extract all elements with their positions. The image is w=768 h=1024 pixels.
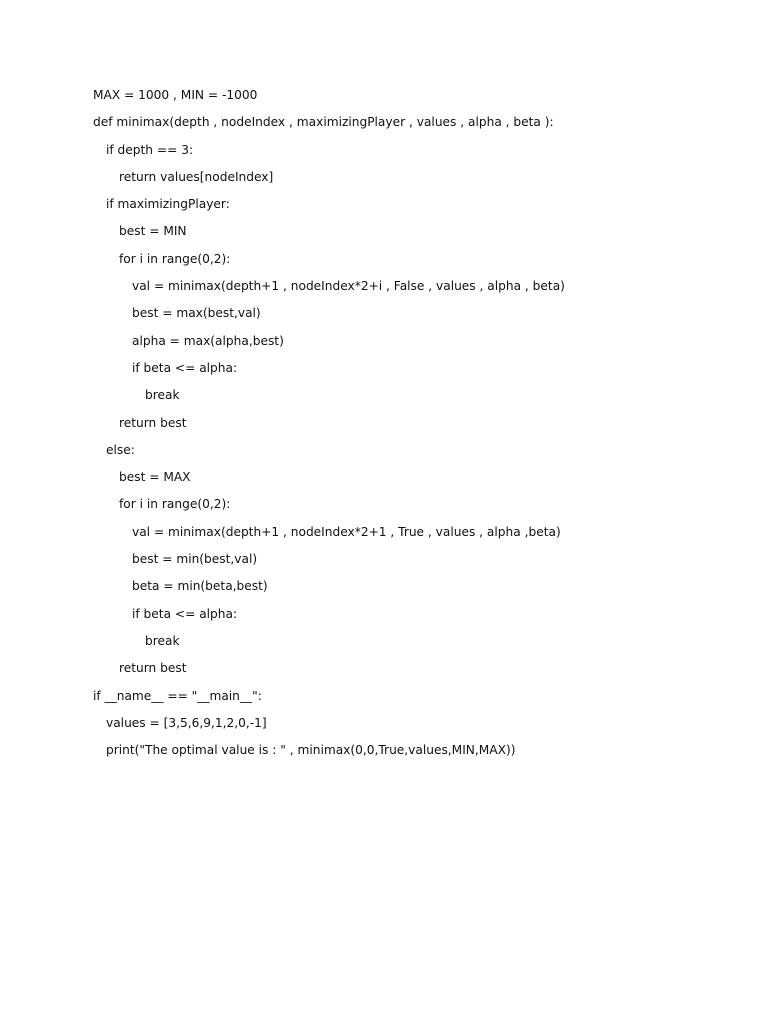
code-line: best = MAX bbox=[119, 470, 191, 485]
code-line: print("The optimal value is : " , minimax(0,0,True,values,MIN,MAX)) bbox=[106, 743, 516, 758]
code-line: alpha = max(alpha,best) bbox=[132, 333, 284, 348]
code-line: best = min(best,val) bbox=[132, 552, 258, 567]
code-line: return values[nodeIndex] bbox=[119, 169, 274, 184]
code-line: def minimax(depth , nodeIndex , maximizingPlayer , values , alpha , beta ): bbox=[93, 115, 554, 130]
code-line: else: bbox=[106, 442, 135, 457]
code-line: beta = min(beta,best) bbox=[132, 579, 268, 594]
code-line: values = [3,5,6,9,1,2,0,-1] bbox=[106, 715, 267, 730]
code-line: for i in range(0,2): bbox=[119, 251, 231, 266]
code-line: if beta <= alpha: bbox=[132, 360, 238, 375]
code-line: return best bbox=[119, 415, 187, 430]
code-line: val = minimax(depth+1 , nodeIndex*2+i , False , values , alpha , beta) bbox=[132, 279, 565, 294]
code-line: best = MIN bbox=[119, 224, 187, 239]
code-line: break bbox=[145, 633, 180, 648]
code-block bbox=[93, 84, 733, 766]
code-line: if __name__ == "__main__": bbox=[93, 688, 262, 703]
code-line: best = max(best,val) bbox=[132, 306, 261, 321]
code-line: break bbox=[145, 388, 180, 403]
code-line: if depth == 3: bbox=[106, 142, 194, 157]
code-line: if beta <= alpha: bbox=[132, 606, 238, 621]
code-line: for i in range(0,2): bbox=[119, 497, 231, 512]
code-line: if maximizingPlayer: bbox=[106, 197, 230, 212]
code-line: MAX = 1000 , MIN = -1000 bbox=[93, 88, 258, 102]
code-line: return best bbox=[119, 661, 187, 676]
code-line: val = minimax(depth+1 , nodeIndex*2+1 , True , values , alpha ,beta) bbox=[132, 524, 561, 539]
